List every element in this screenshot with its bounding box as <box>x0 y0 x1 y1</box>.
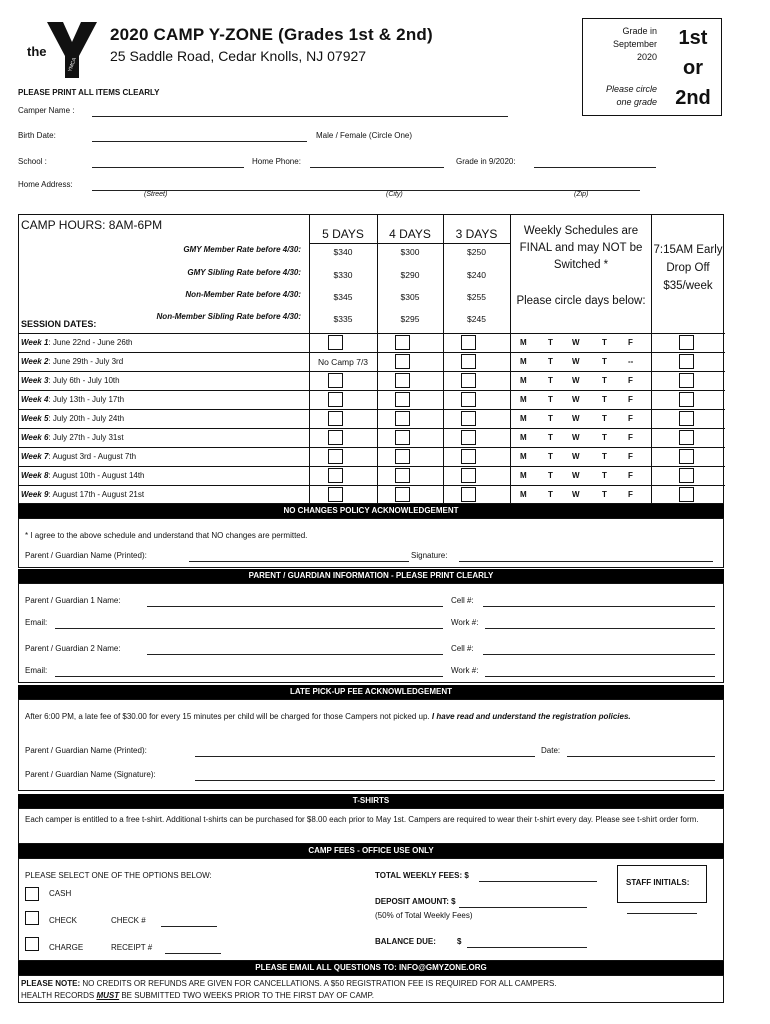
early-drop-checkbox[interactable] <box>679 487 694 502</box>
parent-info-section <box>18 583 724 683</box>
day-option[interactable]: W <box>572 452 580 461</box>
day-option[interactable]: W <box>572 433 580 442</box>
week-option-checkbox[interactable] <box>328 468 343 483</box>
week-dates: : July 20th - July 24th <box>48 414 125 423</box>
week-option-checkbox[interactable] <box>461 487 476 502</box>
grade-label-field: Grade in 9/2020: <box>456 157 516 166</box>
week-option-checkbox[interactable] <box>461 392 476 407</box>
col-3-days: 3 DAYS <box>455 227 498 241</box>
rate-value: $290 <box>400 270 420 280</box>
week-dates: : July 6th - July 10th <box>48 376 120 385</box>
no-camp-note: No Camp 7/3 <box>317 357 369 367</box>
grade-option-2nd[interactable]: 2nd <box>675 87 711 109</box>
email2-label: Email: <box>25 666 48 675</box>
camper-name-field[interactable] <box>92 108 508 117</box>
late-fee-ack: I have read and understand the registration policies. <box>431 712 631 721</box>
week-option-checkbox[interactable] <box>395 430 410 445</box>
week-option-checkbox[interactable] <box>395 373 410 388</box>
email1-field[interactable] <box>55 620 443 629</box>
week-row-label <box>21 490 144 499</box>
circle-instruction: Please circle <box>605 84 657 94</box>
day-option[interactable]: M <box>520 471 527 480</box>
late-fee-text <box>25 710 715 723</box>
cell2-label: Cell #: <box>451 644 474 653</box>
staff-initials-label: STAFF INITIALS: <box>626 878 690 887</box>
circle-days-note: Please circle days below: <box>516 295 646 307</box>
week-number: Week 9 <box>21 490 49 499</box>
grade-selection-box <box>582 18 722 116</box>
total-fees-field[interactable] <box>479 873 597 882</box>
day-option[interactable]: T <box>548 452 553 461</box>
week-option-checkbox[interactable] <box>395 449 410 464</box>
week-option-checkbox[interactable] <box>328 430 343 445</box>
home-phone-field[interactable] <box>310 159 444 168</box>
signature-field[interactable] <box>459 553 713 562</box>
day-option[interactable]: F <box>628 452 633 461</box>
rate-value: $255 <box>467 292 486 302</box>
day-option[interactable]: F <box>628 376 633 385</box>
week-number: Week 5 <box>21 414 49 423</box>
day-option[interactable]: M <box>520 433 527 442</box>
week-option-checkbox[interactable] <box>461 449 476 464</box>
week-option-checkbox[interactable] <box>461 468 476 483</box>
charge-label: CHARGE <box>49 943 84 952</box>
week-number: Week 1 <box>21 338 49 347</box>
day-option[interactable]: T <box>602 490 607 499</box>
day-option[interactable]: F <box>628 433 633 442</box>
week-row-label <box>21 338 133 347</box>
week-option-checkbox[interactable] <box>328 335 343 350</box>
week-option-checkbox[interactable] <box>328 373 343 388</box>
day-option[interactable]: T <box>602 471 607 480</box>
check-number-label: CHECK # <box>111 916 146 925</box>
cash-label: CASH <box>49 889 72 898</box>
cell2-field[interactable] <box>483 646 715 655</box>
signature-label: Signature: <box>411 551 448 560</box>
week-dates: : June 22nd - June 26th <box>48 338 133 347</box>
rate-value: $240 <box>467 270 486 280</box>
week-dates: : August 17th - August 21st <box>48 490 145 499</box>
late-signature-label: Parent / Guardian Name (Signature): <box>25 770 156 779</box>
col-5-days: 5 DAYS <box>322 227 364 241</box>
rate-value: $295 <box>400 314 420 324</box>
tshirts-text: Each camper is entitled to a free t-shirt. Additional t-shirts can be purchased for $8.00 each prior to May 1st. Campers are required to wear their t-shirt every day. Please see t-shirt order form. <box>25 815 699 824</box>
week-row-label <box>21 414 124 423</box>
week-option-checkbox[interactable] <box>395 354 410 369</box>
week-dates: : August 10th - August 14th <box>48 471 145 480</box>
zip-label: (Zip) <box>574 191 589 198</box>
day-option[interactable]: T <box>602 395 607 404</box>
form-title: 2020 CAMP Y-ZONE (Grades 1st & 2nd) <box>110 25 433 44</box>
logo-ymca-text: YMCA <box>67 57 78 73</box>
check-checkbox[interactable] <box>25 911 39 925</box>
grade-label-year: 2020 <box>636 52 657 62</box>
day-option[interactable]: W <box>572 357 580 366</box>
early-drop-checkbox[interactable] <box>679 354 694 369</box>
week-row-label <box>21 471 145 480</box>
rate-label: Non-Member Sibling Rate before 4/30: <box>156 312 301 321</box>
week-dates: : August 3rd - August 7th <box>48 452 137 461</box>
late-printed-field[interactable] <box>195 748 535 757</box>
week-number: Week 2 <box>21 357 49 366</box>
total-fees-label: TOTAL WEEKLY FEES: $ <box>375 871 469 880</box>
day-option[interactable]: M <box>520 395 527 404</box>
check-number-field[interactable] <box>161 918 217 927</box>
day-option[interactable]: M <box>520 490 527 499</box>
day-option[interactable]: F <box>628 471 633 480</box>
late-printed-label: Parent / Guardian Name (Printed): <box>25 746 147 755</box>
guardian1-name-field[interactable] <box>147 598 443 607</box>
rate-value: $250 <box>467 247 486 257</box>
birth-date-field[interactable] <box>92 133 307 142</box>
day-option[interactable]: W <box>572 490 580 499</box>
week-option-checkbox[interactable] <box>461 430 476 445</box>
work2-label: Work #: <box>451 666 479 675</box>
charge-checkbox[interactable] <box>25 937 39 951</box>
day-option[interactable]: T <box>602 357 607 366</box>
week-dates: : July 13th - July 17th <box>48 395 125 404</box>
rate-value: $335 <box>333 314 353 324</box>
work1-field[interactable] <box>485 620 715 629</box>
late-pickup-header: LATE PICK-UP FEE ACKNOWLEDGEMENT <box>18 685 724 699</box>
day-option[interactable]: M <box>520 452 527 461</box>
street-label: (Street) <box>144 191 168 198</box>
health-text-2: BE SUBMITTED TWO WEEKS PRIOR TO THE FIRST DAY OF CAMP. <box>121 991 374 1000</box>
week-row-label <box>21 395 124 404</box>
weekly-schedule-note: Weekly Schedules are FINAL and may NOT be Switched * <box>519 225 643 271</box>
refund-note <box>21 979 557 988</box>
gender-label: Male / Female (Circle One) <box>316 131 413 140</box>
rate-label: Non-Member Rate before 4/30: <box>185 290 301 299</box>
day-option[interactable]: W <box>572 376 580 385</box>
day-option[interactable]: W <box>572 471 580 480</box>
early-drop-checkbox[interactable] <box>679 392 694 407</box>
day-option[interactable]: T <box>602 433 607 442</box>
day-option[interactable]: W <box>572 338 580 347</box>
balance-label: BALANCE DUE: <box>375 937 436 946</box>
week-option-checkbox[interactable] <box>328 411 343 426</box>
email2-field[interactable] <box>55 668 443 677</box>
guardian2-label: Parent / Guardian 2 Name: <box>25 644 121 653</box>
late-signature-field[interactable] <box>195 772 715 781</box>
guardian2-name-field[interactable] <box>147 646 443 655</box>
week-option-checkbox[interactable] <box>461 354 476 369</box>
day-option[interactable]: T <box>602 376 607 385</box>
week-option-checkbox[interactable] <box>461 335 476 350</box>
week-option-checkbox[interactable] <box>395 487 410 502</box>
week-number: Week 3 <box>21 376 49 385</box>
parent-name-printed-label: Parent / Guardian Name (Printed): <box>25 551 147 560</box>
note-text: NO CREDITS OR REFUNDS ARE GIVEN FOR CANCELLATIONS. A $50 REGISTRATION FEE IS REQUIRED FOR ALL CAMPERS. <box>82 979 557 988</box>
week-option-checkbox[interactable] <box>461 373 476 388</box>
receipt-label: RECEIPT # <box>111 943 153 952</box>
week-option-checkbox[interactable] <box>461 411 476 426</box>
early-drop-off: 7:15AM Early Drop Off $35/week <box>653 244 723 292</box>
week-option-checkbox[interactable] <box>328 449 343 464</box>
staff-initials-field[interactable] <box>627 905 697 914</box>
day-option[interactable]: T <box>548 433 553 442</box>
week-option-checkbox[interactable] <box>395 392 410 407</box>
cash-checkbox[interactable] <box>25 887 39 901</box>
cell1-label: Cell #: <box>451 596 474 605</box>
day-option[interactable]: F <box>628 395 633 404</box>
cell1-field[interactable] <box>483 598 715 607</box>
late-date-label: Date: <box>541 746 561 755</box>
day-option[interactable]: M <box>520 338 527 347</box>
day-option[interactable]: T <box>548 471 553 480</box>
parent-name-printed-field[interactable] <box>189 553 409 562</box>
health-note <box>21 991 374 1000</box>
check-label: CHECK <box>49 916 78 925</box>
rate-label: GMY Sibling Rate before 4/30: <box>187 268 301 277</box>
day-option[interactable]: T <box>548 395 553 404</box>
email-header: PLEASE EMAIL ALL QUESTIONS TO: INFO@GMYZONE.ORG <box>18 961 724 975</box>
logo-the-text: the <box>27 44 47 59</box>
receipt-field[interactable] <box>165 945 221 954</box>
school-label: School : <box>18 157 47 166</box>
email1-label: Email: <box>25 618 48 627</box>
day-option[interactable]: T <box>602 452 607 461</box>
week-number: Week 4 <box>21 395 49 404</box>
day-option[interactable]: T <box>548 357 553 366</box>
fees-header: CAMP FEES - OFFICE USE ONLY <box>18 844 724 858</box>
week-option-checkbox[interactable] <box>328 392 343 407</box>
day-option[interactable]: F <box>628 338 633 347</box>
birth-date-label: Birth Date: <box>18 131 56 140</box>
home-address-label: Home Address: <box>18 180 73 189</box>
week-option-checkbox[interactable] <box>395 468 410 483</box>
late-pickup-section <box>18 699 724 791</box>
week-row-label <box>21 376 120 385</box>
col-4-days: 4 DAYS <box>389 227 431 241</box>
grade-label: Grade in <box>622 26 657 36</box>
week-dates: : June 29th - July 3rd <box>48 357 124 366</box>
camper-name-label: Camper Name : <box>18 106 75 115</box>
day-option[interactable]: M <box>520 357 527 366</box>
week-option-checkbox[interactable] <box>328 487 343 502</box>
week-row-label <box>21 357 123 366</box>
day-option[interactable]: W <box>572 414 580 423</box>
school-field[interactable] <box>92 159 244 168</box>
no-changes-section <box>18 518 724 568</box>
staff-initials-box <box>617 865 707 903</box>
day-option[interactable]: T <box>548 414 553 423</box>
rate-value: $300 <box>400 247 420 257</box>
balance-dollar: $ <box>457 937 462 946</box>
schedule-table <box>18 214 724 504</box>
footer-note-section <box>18 975 724 1003</box>
camp-address: 25 Saddle Road, Cedar Knolls, NJ 07927 <box>110 48 367 64</box>
work2-field[interactable] <box>485 668 715 677</box>
city-label: (City) <box>386 191 403 198</box>
week-row-label <box>21 452 136 461</box>
rate-value: $340 <box>333 247 353 257</box>
guardian1-label: Parent / Guardian 1 Name: <box>25 596 121 605</box>
camp-hours: CAMP HOURS: 8AM-6PM <box>21 218 163 232</box>
week-number: Week 8 <box>21 471 49 480</box>
rate-value: $345 <box>333 292 353 302</box>
tshirts-header: T-SHIRTS <box>18 794 724 808</box>
day-option[interactable]: M <box>520 376 527 385</box>
home-address-field[interactable] <box>92 182 640 191</box>
early-drop-checkbox[interactable] <box>679 335 694 350</box>
early-drop-checkbox[interactable] <box>679 468 694 483</box>
tshirts-section <box>18 808 724 844</box>
late-date-field[interactable] <box>567 748 715 757</box>
week-option-checkbox[interactable] <box>395 335 410 350</box>
fees-section <box>18 858 724 961</box>
home-phone-label: Home Phone: <box>252 157 301 166</box>
day-option[interactable]: F <box>628 414 633 423</box>
work1-label: Work #: <box>451 618 479 627</box>
week-row-label <box>21 433 124 442</box>
print-clearly-note: PLEASE PRINT ALL ITEMS CLEARLY <box>18 88 160 97</box>
parent-info-header: PARENT / GUARDIAN INFORMATION - PLEASE PRINT CLEARLY <box>18 569 724 583</box>
session-dates-label: SESSION DATES: <box>21 319 97 329</box>
early-drop-checkbox[interactable] <box>679 449 694 464</box>
grade-field[interactable] <box>534 159 656 168</box>
balance-field[interactable] <box>467 939 587 948</box>
day-option[interactable]: F <box>628 490 633 499</box>
note-label: PLEASE NOTE: <box>21 979 81 988</box>
day-option[interactable]: T <box>602 338 607 347</box>
health-text-1: HEALTH RECORDS <box>21 991 95 1000</box>
day-option[interactable]: T <box>548 338 553 347</box>
deposit-label: DEPOSIT AMOUNT: $ <box>375 897 456 906</box>
rate-value: $330 <box>333 270 353 280</box>
rate-value: $245 <box>467 314 486 324</box>
circle-instruction-2: one grade <box>616 97 657 107</box>
early-drop-checkbox[interactable] <box>679 430 694 445</box>
week-option-checkbox[interactable] <box>395 411 410 426</box>
agree-text: * I agree to the above schedule and understand that NO changes are permitted. <box>25 531 308 540</box>
no-changes-header: NO CHANGES POLICY ACKNOWLEDGEMENT <box>18 504 724 518</box>
week-dates: : July 27th - July 31st <box>48 433 124 442</box>
fees-select-label: PLEASE SELECT ONE OF THE OPTIONS BELOW: <box>25 871 212 880</box>
day-option[interactable]: M <box>520 414 527 423</box>
deposit-field[interactable] <box>459 899 587 908</box>
day-option[interactable]: W <box>572 395 580 404</box>
week-number: Week 6 <box>21 433 49 442</box>
health-must: MUST <box>96 991 120 1000</box>
ymca-logo <box>25 20 100 80</box>
grade-or: or <box>683 57 703 79</box>
grade-option-1st[interactable]: 1st <box>678 27 708 49</box>
late-fee-sentence: After 6:00 PM, a late fee of $30.00 for every 15 minutes per child will be charged for those Campers not picked up. <box>25 712 430 721</box>
rate-label: GMY Member Rate before 4/30: <box>183 245 301 254</box>
deposit-note: (50% of Total Weekly Fees) <box>375 911 473 920</box>
day-option[interactable]: T <box>548 490 553 499</box>
day-option[interactable]: T <box>602 414 607 423</box>
day-option[interactable]: -- <box>628 357 634 366</box>
day-option[interactable]: T <box>548 376 553 385</box>
week-number: Week 7 <box>21 452 49 461</box>
early-drop-checkbox[interactable] <box>679 373 694 388</box>
early-drop-checkbox[interactable] <box>679 411 694 426</box>
grade-label-month: September <box>612 39 657 49</box>
rate-value: $305 <box>400 292 420 302</box>
